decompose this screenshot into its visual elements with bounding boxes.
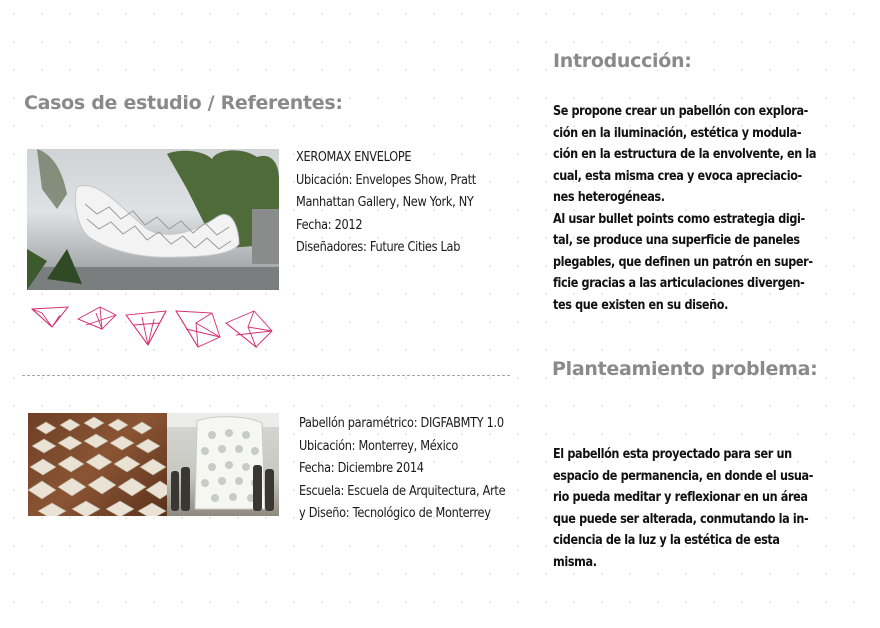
digfab-caption bbox=[299, 413, 505, 526]
module-diagram-5 bbox=[226, 311, 272, 347]
paragraph-line: espacio de permanencia, en donde el usua- bbox=[553, 468, 814, 484]
paragraph-line: misma. bbox=[553, 554, 597, 570]
module-diagram-1 bbox=[32, 307, 68, 327]
paragraph-line: tal, se produce una superficie de paneles bbox=[553, 233, 800, 248]
caption-line: Fecha: 2012 bbox=[296, 217, 363, 233]
caption-line: Diseñadores: Future Cities Lab bbox=[296, 240, 461, 255]
paragraph-line: Se propone crear un pabellón con explora- bbox=[553, 104, 808, 119]
paragraph-line: plegables, que definen un patrón en super- bbox=[553, 254, 813, 270]
case-studies-heading: Casos de estudio / Referentes: bbox=[24, 92, 343, 114]
problem-statement-heading: Planteamiento problema: bbox=[552, 358, 818, 380]
paragraph-line: ción en la iluminación, estética y modula- bbox=[553, 125, 802, 141]
paragraph-line: nes heterogéneas. bbox=[553, 190, 665, 205]
paragraph-line: ficie gracias a las articulaciones divergen- bbox=[553, 276, 805, 291]
section-divider bbox=[22, 375, 510, 376]
module-diagram-4 bbox=[176, 311, 220, 347]
digfab-pavilion-photo bbox=[167, 413, 279, 516]
paragraph-line: tes que existen en su diseño. bbox=[553, 297, 729, 313]
paragraph-line: ción en la estructura de la envolvente, en la bbox=[553, 147, 817, 162]
caption-line: y Diseño: Tecnológico de Monterrey bbox=[299, 506, 491, 521]
paragraph-line: cual, esta misma crea y evoca apreciacio- bbox=[553, 168, 802, 184]
introduction-heading: Introducción: bbox=[553, 50, 692, 72]
caption-line: Manhattan Gallery, New York, NY bbox=[296, 195, 474, 210]
problem-statement-paragraph bbox=[553, 444, 813, 573]
folded-module-diagrams bbox=[30, 303, 275, 351]
introduction-paragraph bbox=[553, 101, 816, 316]
digfab-panels-photo bbox=[28, 413, 167, 516]
paragraph-line: cidencia de la luz y la estética de esta bbox=[553, 533, 780, 548]
caption-line: XEROMAX ENVELOPE bbox=[296, 150, 412, 165]
xeromax-pavilion-photo bbox=[27, 149, 279, 290]
paragraph-line: rio pueda meditar y reflexionar en un área bbox=[553, 490, 808, 505]
caption-line: Pabellón paramétrico: DIGFABMTY 1.0 bbox=[299, 416, 504, 431]
caption-line: Fecha: Diciembre 2014 bbox=[299, 461, 424, 476]
module-diagram-3 bbox=[126, 311, 166, 345]
xeromax-caption bbox=[296, 147, 476, 260]
paragraph-line: que puede ser alterada, conmutando la in- bbox=[553, 511, 809, 527]
module-diagram-2 bbox=[78, 307, 116, 329]
paragraph-line: El pabellón esta proyectado para ser un bbox=[553, 447, 792, 462]
caption-line: Ubicación: Monterrey, México bbox=[299, 438, 459, 454]
caption-line: Ubicación: Envelopes Show, Pratt bbox=[296, 172, 476, 188]
caption-line: Escuela: Escuela de Arquitectura, Arte bbox=[299, 483, 506, 499]
paragraph-line: Al usar bullet points como estrategia digi- bbox=[553, 211, 805, 227]
